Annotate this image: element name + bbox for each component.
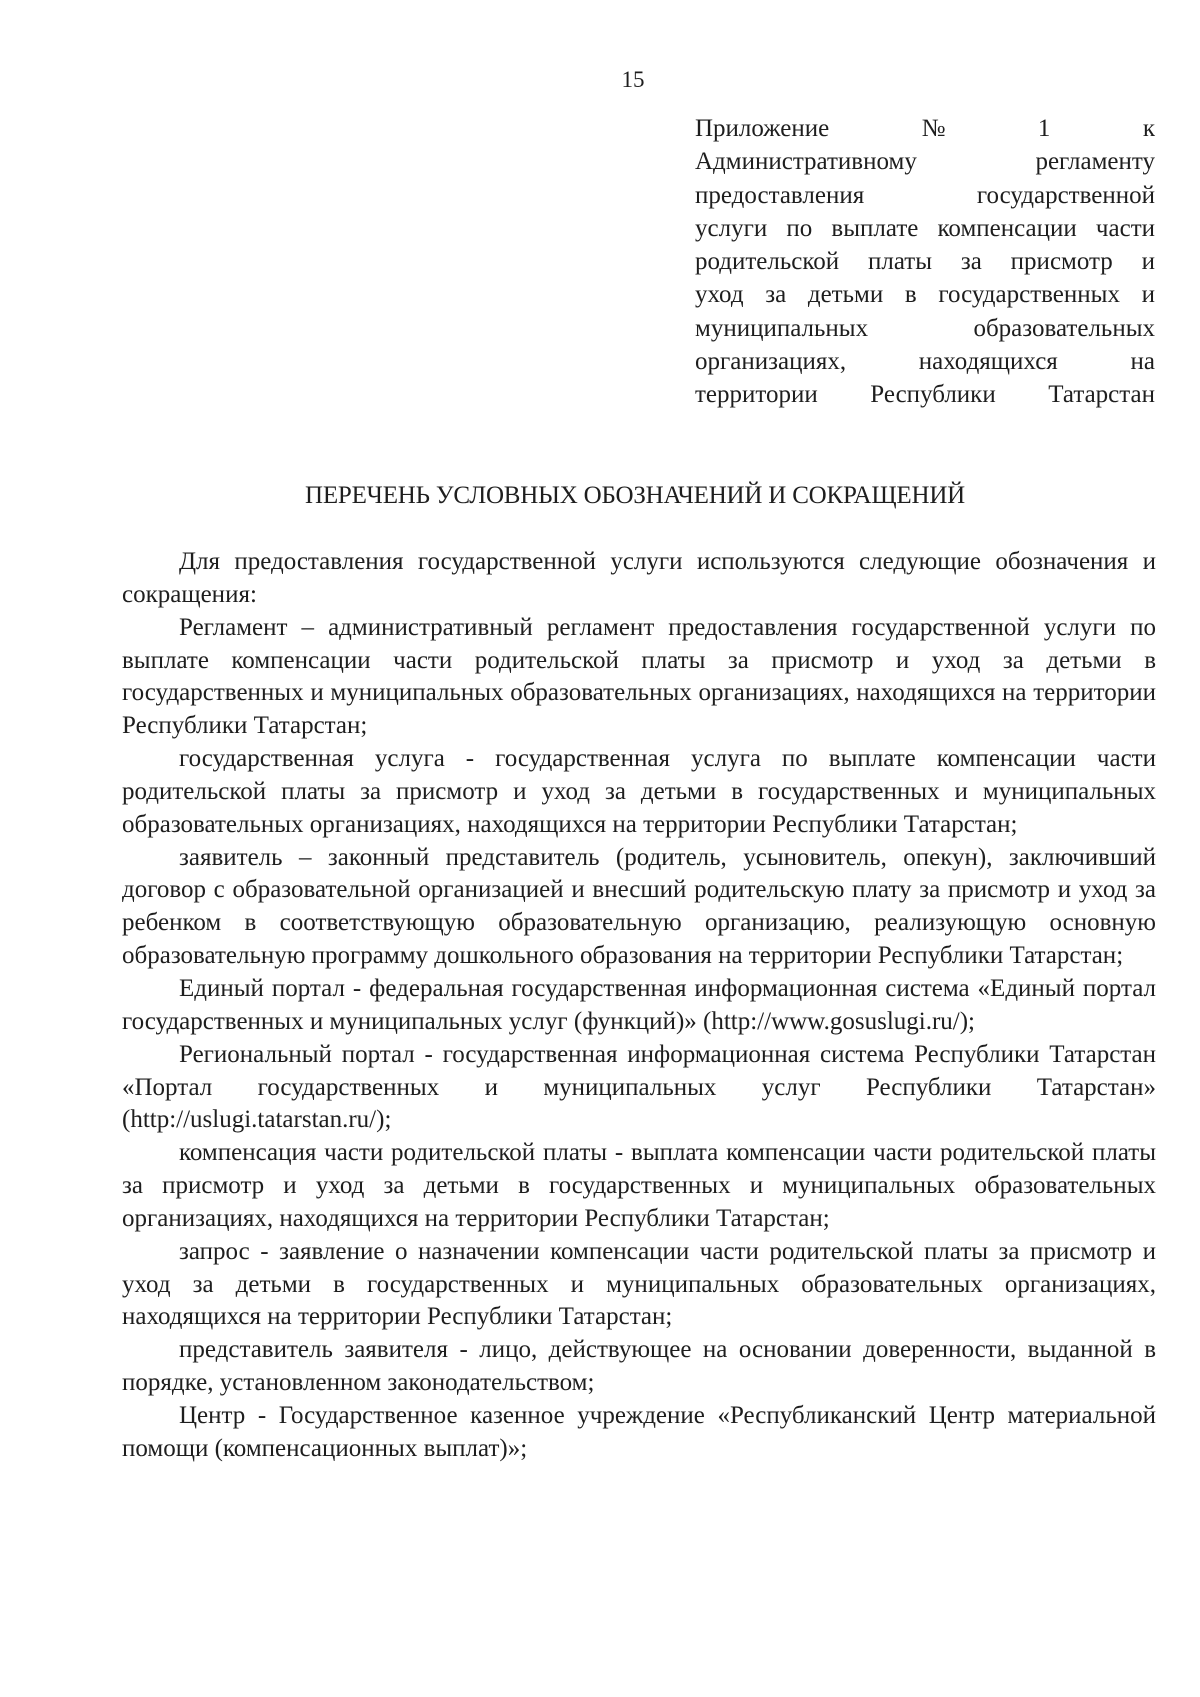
appendix-line <box>695 112 1155 145</box>
definition-applicant-representative: представитель заявителя - лицо, действующее на основании доверенности, выданной в порядке, установленном законодательством; <box>122 1336 1156 1397</box>
appendix-word: находящихся <box>918 348 1058 376</box>
definition-applicant: заявитель – законный представитель (родитель, усыновитель, опекун), заключивший договор с образовательной организацией и внесший родительскую плату за присмотр и уход за ребенком в соответствующую образовательную организацию, реализующую основную образовательную программу дошкольного образования на территории Республики Татарстан; <box>122 843 1156 970</box>
appendix-word: Татарстан <box>1048 381 1155 409</box>
appendix-word: Приложение <box>695 115 830 142</box>
appendix-line: услуги по выплате компенсации части <box>695 214 1155 242</box>
appendix-word: муниципальных <box>695 314 869 342</box>
definition-request: запрос - заявление о назначении компенсации части родительской платы за присмотр и уход за детьми в государственных и муниципальных образовательных организациях, находящихся на территории Республики Татарстан; <box>122 1237 1156 1331</box>
appendix-word: Республики <box>870 381 996 409</box>
definition-state-service: государственная услуга - государственная услуга по выплате компенсации части родительской платы за присмотр и уход за детьми в государственных и муниципальных образовательных организациях, находящихся на территории Республики Татарстан; <box>122 745 1156 838</box>
appendix-line <box>695 145 1155 178</box>
appendix-word: к <box>1142 115 1155 142</box>
appendix-line <box>695 312 1155 345</box>
appendix-word: регламенту <box>1035 148 1155 176</box>
appendix-line <box>695 345 1155 378</box>
appendix-line <box>695 378 1155 411</box>
appendix-word: предоставления <box>695 181 865 209</box>
page-number: 15 <box>621 67 645 92</box>
appendix-line: уход за детьми в государственных и <box>695 281 1155 309</box>
definition-compensation: компенсация части родительской платы - выплата компенсации части родительской платы за присмотр и уход за детьми в государственных и муниципальных образовательных организациях, находящихся на территории Республики Татарстан; <box>122 1139 1156 1232</box>
appendix-word: организациях, <box>695 348 847 376</box>
definition-reglament: Регламент – административный регламент предоставления государственной услуги по выплате компенсации части родительской платы за присмотр и уход за детьми в государственных и муниципальных образовательных организациях, находящихся на территории Республики Татарстан; <box>122 613 1156 740</box>
definition-unified-portal: Единый портал - федеральная государственная информационная система «Единый портал государственных и муниципальных услуг (функций)» (http://www.gosuslugi.ru/); <box>122 974 1156 1035</box>
appendix-word: государственной <box>976 181 1155 209</box>
appendix-word: на <box>1130 348 1155 376</box>
appendix-note <box>695 112 1155 412</box>
appendix-word: 1 <box>1037 115 1051 142</box>
document-body <box>122 546 1156 1466</box>
appendix-line: родительской платы за присмотр и <box>695 248 1155 276</box>
appendix-word: образовательных <box>973 314 1155 342</box>
appendix-line <box>695 179 1155 212</box>
appendix-word: Административному <box>695 148 917 176</box>
intro-paragraph: Для предоставления государственной услуги используются следующие обозначения и сокращения: <box>122 548 1156 608</box>
definition-center: Центр - Государственное казенное учреждение «Республиканский Центр материальной помощи (компенсационных выплат)»; <box>122 1401 1156 1462</box>
appendix-word: № <box>921 115 946 142</box>
document-title: ПЕРЕЧЕНЬ УСЛОВНЫХ ОБОЗНАЧЕНИЙ И СОКРАЩЕНИЙ <box>304 482 966 509</box>
appendix-word: территории <box>695 381 818 409</box>
definition-regional-portal: Региональный портал - государственная информационная система Республики Татарстан «Портал государственных и муниципальных услуг Республики Татарстан» (http://uslugi.tatarstan.ru/); <box>122 1040 1156 1134</box>
